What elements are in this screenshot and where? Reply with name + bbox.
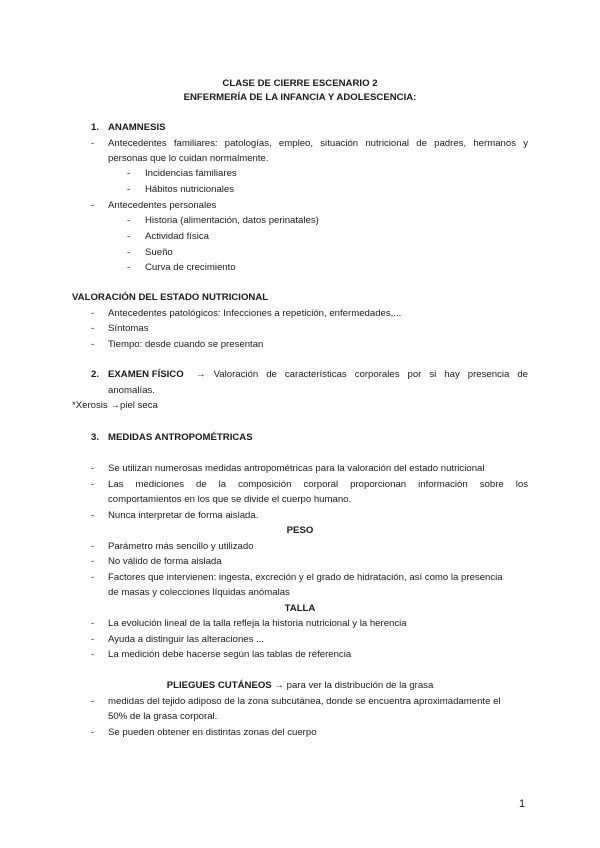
personal-sub-item: Historia (alimentación, datos perinatales) [145, 215, 319, 226]
bullet-dash: - [127, 215, 131, 226]
weight-heading: PESO [286, 525, 314, 536]
section-3-number: 3. [91, 432, 100, 443]
bullet-dash: - [91, 323, 95, 334]
bullet-dash: - [127, 231, 131, 242]
bullet-dash: - [91, 463, 95, 474]
bullet-dash: - [91, 634, 95, 645]
page-number: 1 [519, 798, 526, 810]
skinfolds-item: medidas del tejido adiposo de la zona subcutánea, donde se encuentra aproximadamente el [108, 696, 501, 707]
bullet-dash: - [91, 696, 95, 707]
height-item: Ayuda a distinguir las alteraciones ... [108, 634, 265, 645]
family-sub-item: Hábitos nutricionales [145, 184, 235, 195]
anthropometric-item: Las mediciones de la composición corporal proporcionan información sobre los [108, 479, 528, 490]
anthropometric-item-cont: comportamientos en los que se divide el cuerpo humano. [108, 494, 352, 505]
bullet-dash: - [91, 727, 95, 738]
document-title: CLASE DE CIERRE ESCENARIO 2 [222, 78, 378, 89]
bullet-dash: - [127, 184, 131, 195]
section-2-number: 2. [91, 369, 100, 380]
weight-item: Factores que intervienen: ingesta, excreción y el grado de hidratación, así como la presencia [108, 572, 503, 583]
skinfolds-purpose: → para ver la distribución de la grasa [274, 680, 434, 691]
bullet-dash: - [91, 479, 95, 490]
bullet-dash: - [91, 618, 95, 629]
bullet-dash: - [127, 247, 131, 258]
bullet-dash: - [91, 339, 95, 350]
height-item: La evolución lineal de la talla refleja la historia nutricional y la herencia [108, 618, 407, 629]
bullet-dash: - [91, 572, 95, 583]
xerosis-note: *Xerosis →piel seca [72, 400, 158, 411]
nutritional-assessment-heading: VALORACIÓN DEL ESTADO NUTRICIONAL [72, 292, 269, 303]
section-3-heading: MEDIDAS ANTROPOMÉTRICAS [108, 432, 253, 443]
height-heading: TALLA [284, 603, 316, 614]
bullet-dash: - [91, 556, 95, 567]
bullet-dash: - [91, 510, 95, 521]
assessment-item: Síntomas [108, 323, 149, 334]
document-subtitle: ENFERMERÍA DE LA INFANCIA Y ADOLESCENCIA: [183, 92, 417, 103]
height-item: La medición debe hacerse según las tablas de referencia [108, 649, 352, 660]
bullet-dash: - [91, 308, 95, 319]
anthropometric-item: Nunca interpretar de forma aislada. [108, 510, 259, 521]
physical-exam-description: → Valoración de características corporales por si hay presencia de [196, 369, 528, 380]
section-1-number: 1. [91, 122, 100, 133]
skinfolds-heading: PLIEGUES CUTÁNEOS [166, 680, 272, 691]
personal-history: Antecedentes personales [108, 200, 217, 211]
bullet-dash: - [127, 262, 131, 273]
family-sub-item: Incidencias familiares [145, 168, 237, 179]
bullet-dash: - [91, 541, 95, 552]
skinfolds-heading-line [0, 680, 600, 692]
assessment-item: Tiempo: desde cuando se presentan [108, 339, 264, 350]
family-history-line-1: Antecedentes familiares: patologías, empleo, situación nutricional de padres, hermanos y [108, 138, 528, 149]
anthropometric-item: Se utilizan numerosas medidas antropométricas para la valoración del estado nutricional [108, 463, 485, 474]
weight-item: Parámetro más sencillo y utilizado [108, 541, 254, 552]
personal-sub-item: Curva de crecimiento [145, 262, 236, 273]
personal-sub-item: Actividad física [145, 231, 209, 242]
skinfolds-item-cont: 50% de la grasa corporal. [108, 711, 218, 722]
assessment-item: Antecedentes patológicos: Infecciones a repetición, enfermedades,... [108, 308, 402, 319]
section-2-heading: EXAMEN FÍSICO [108, 369, 184, 380]
family-history-line-2: personas que lo cuidan normalmente. [108, 153, 269, 164]
weight-item-cont: de masas y colecciones líquidas anómalas [108, 587, 290, 598]
bullet-dash: - [91, 200, 95, 211]
weight-item: No válido de forma aislada [108, 556, 222, 567]
section-1-heading: ANAMNESIS [108, 122, 166, 133]
physical-exam-description-cont: anomalías. [108, 385, 155, 396]
bullet-dash: - [127, 168, 131, 179]
bullet-dash: - [91, 649, 95, 660]
bullet-dash: - [91, 138, 95, 149]
skinfolds-item: Se pueden obtener en distintas zonas del cuerpo [108, 727, 317, 738]
personal-sub-item: Sueño [145, 247, 173, 258]
